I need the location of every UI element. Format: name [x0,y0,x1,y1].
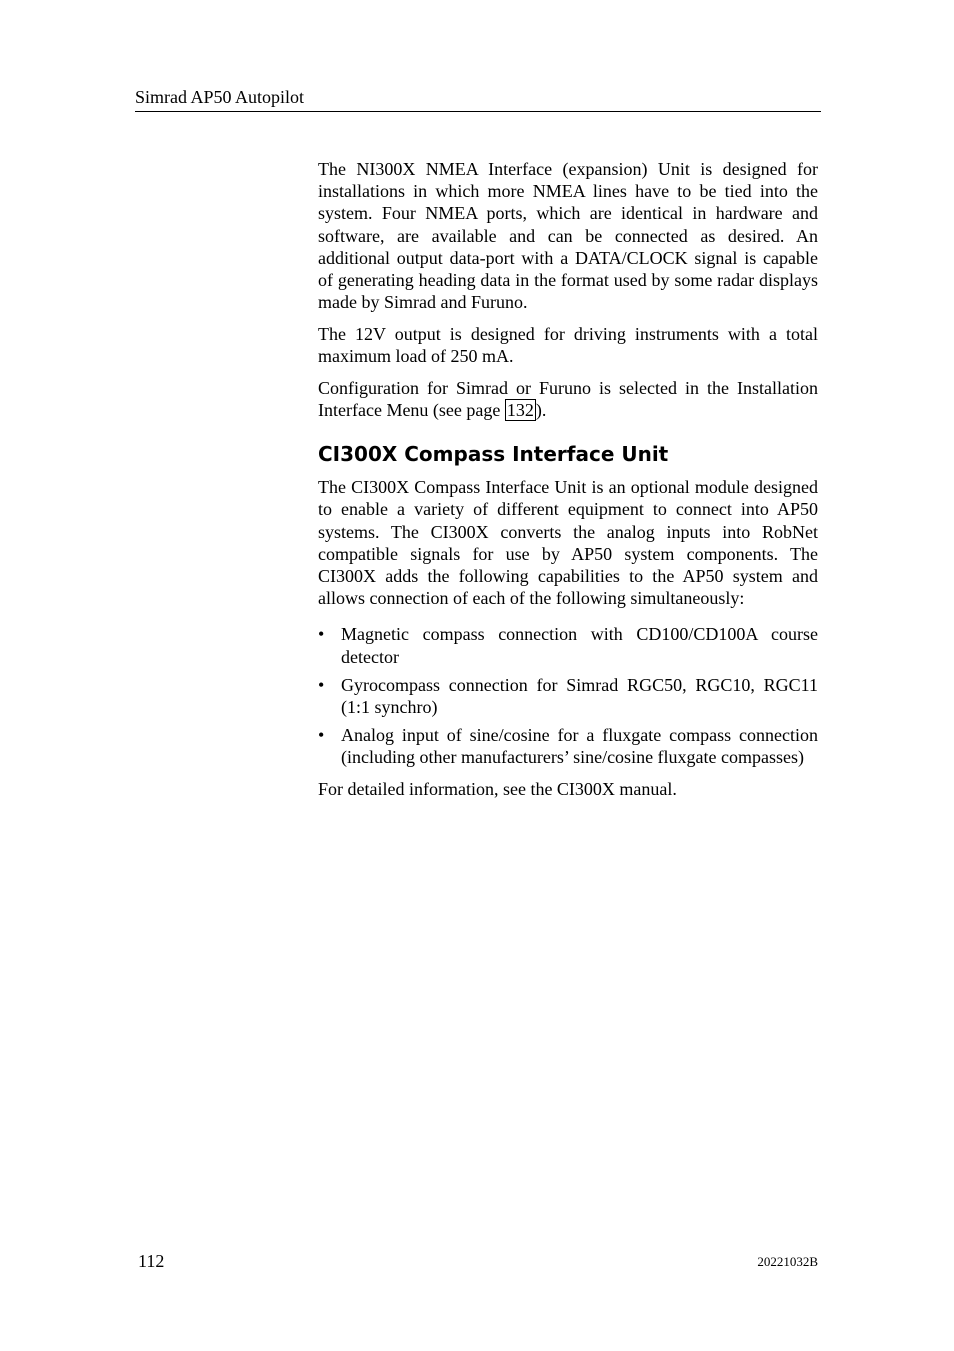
list-item [318,724,818,768]
running-header [135,86,821,112]
bullet-icon: • [318,674,325,695]
list-item-text: Gyrocompass connection for Simrad RGC50, RGC10, RGC11 (1:1 synchro) [341,674,818,718]
bullet-icon: • [318,624,325,645]
intro-paragraph-3 [318,377,818,421]
list-item-text: Magnetic compass connection with CD100/CD100A course detector [341,624,818,667]
page-reference-link[interactable]: 132 [506,400,534,421]
header-title: Simrad AP50 Autopilot [135,87,305,107]
intro-paragraph-1: The NI300X NMEA Interface (expansion) Unit is designed for installations in which more NMEA lines have to be tied into the system. Four NMEA ports, which are identical in hardware and software, are available and can be connected as desired. An additional output data-port with a DATA/CLOCK signal is capable of generating heading data in the format used by some radar displays made by Simrad and Furuno. [318,159,818,313]
list-item-text: Analog input of sine/cosine for a fluxgate compass connection (including other manufacturers’ sine/cosine fluxgate compasses) [341,725,818,768]
closing-paragraph: For detailed information, see the CI300X manual. [318,778,677,799]
config-text-end: ). [535,400,547,421]
intro-paragraph-2: The 12V output is designed for driving instruments with a total maximum load of 250 mA. [318,323,818,367]
main-content [318,158,818,809]
list-item [318,623,818,667]
capabilities-list [318,623,818,768]
config-text: Configuration for Simrad or Furuno is selected in the Installation Interface Menu (see page [318,377,818,421]
list-item [318,674,818,718]
bullet-icon: • [318,725,325,746]
section-paragraph: The CI300X Compass Interface Unit is an optional module designed to enable a variety of different equipment to connect into AP50 systems. The CI300X converts the analog inputs into RobNet compatible signals for use by AP50 system components. The CI300X adds the following capabilities to the AP50 system and allows connection of each of the following simultaneously: [318,477,818,609]
document-number: 20221032B [757,1254,818,1269]
section-heading: CI300X Compass Interface Unit [318,442,669,467]
page-number: 112 [138,1251,165,1271]
